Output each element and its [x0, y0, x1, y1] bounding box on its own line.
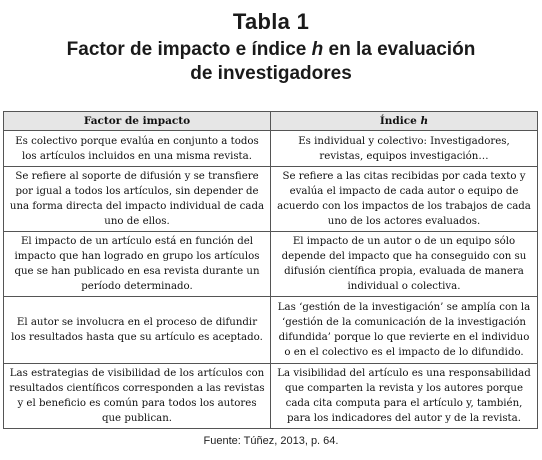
cell-indice: Las ‘gestión de la investigación’ se amplía con la ‘gestión de la comunicación de la investigación difundida’ porque lo que revierte en el individuo o en el colectivo es el impacto de lo difundido. — [271, 297, 538, 364]
table-row — [4, 297, 538, 364]
column-header-indice-italic: h — [420, 114, 429, 127]
title-italic-h: h — [311, 39, 324, 60]
table-row — [4, 364, 538, 429]
comparison-table — [3, 111, 538, 429]
table-title-line-2: de investigadores — [190, 63, 352, 84]
cell-factor: Se refiere al soporte de difusión y se transfiere por igual a todos los artículos, sin depender de una forma directa del impacto individual de cada uno de ellos. — [4, 167, 271, 232]
cell-factor: El impacto de un artículo está en función del impacto que han logrado en grupo los artículos que se han publicado en esa revista durante un período determinado. — [4, 232, 271, 297]
cell-indice: Se refiere a las citas recibidas por cada texto y evalúa el impacto de cada autor o equipo de acuerdo con los impactos de los trabajos de cada uno de los actores evaluados. — [271, 167, 538, 232]
cell-factor: El autor se involucra en el proceso de difundir los resultados hasta que su artículo es aceptado. — [4, 297, 271, 364]
column-header-factor: Factor de impacto — [4, 112, 271, 131]
table-row — [4, 131, 538, 167]
cell-indice: Es individual y colectivo: Investigadores, revistas, equipos investigación… — [271, 131, 538, 167]
cell-indice: El impacto de un autor o de un equipo sólo depende del impacto que ha conseguido con su difusión científica propia, evaluada de manera individual o colectiva. — [271, 232, 538, 297]
table-source-note: Fuente: Túñez, 2013, p. 64. — [203, 435, 339, 447]
table-header-row — [4, 112, 538, 131]
cell-factor: Las estrategias de visibilidad de los artículos con resultados científicos corresponden a las revistas y el beneficio es común para todos los autores que publican. — [4, 364, 271, 429]
cell-factor: Es colectivo porque evalúa en conjunto a todos los artículos incluidos en una misma revista. — [4, 131, 271, 167]
table-row — [4, 167, 538, 232]
title-text-part-2: en la evaluación — [323, 39, 476, 60]
column-header-indice-text: Índice — [379, 114, 421, 127]
table-title-line-1 — [0, 39, 542, 61]
cell-indice: La visibilidad del artículo es una responsabilidad que comparten la revista y los autores porque cada cita computa para el artículo y, también, para los indicadores del autor y de la revista. — [271, 364, 538, 429]
table-row — [4, 232, 538, 297]
table-number: Tabla 1 — [232, 9, 310, 34]
title-text-part-1: Factor de impacto e índice — [66, 39, 312, 60]
column-header-indice — [271, 112, 538, 131]
